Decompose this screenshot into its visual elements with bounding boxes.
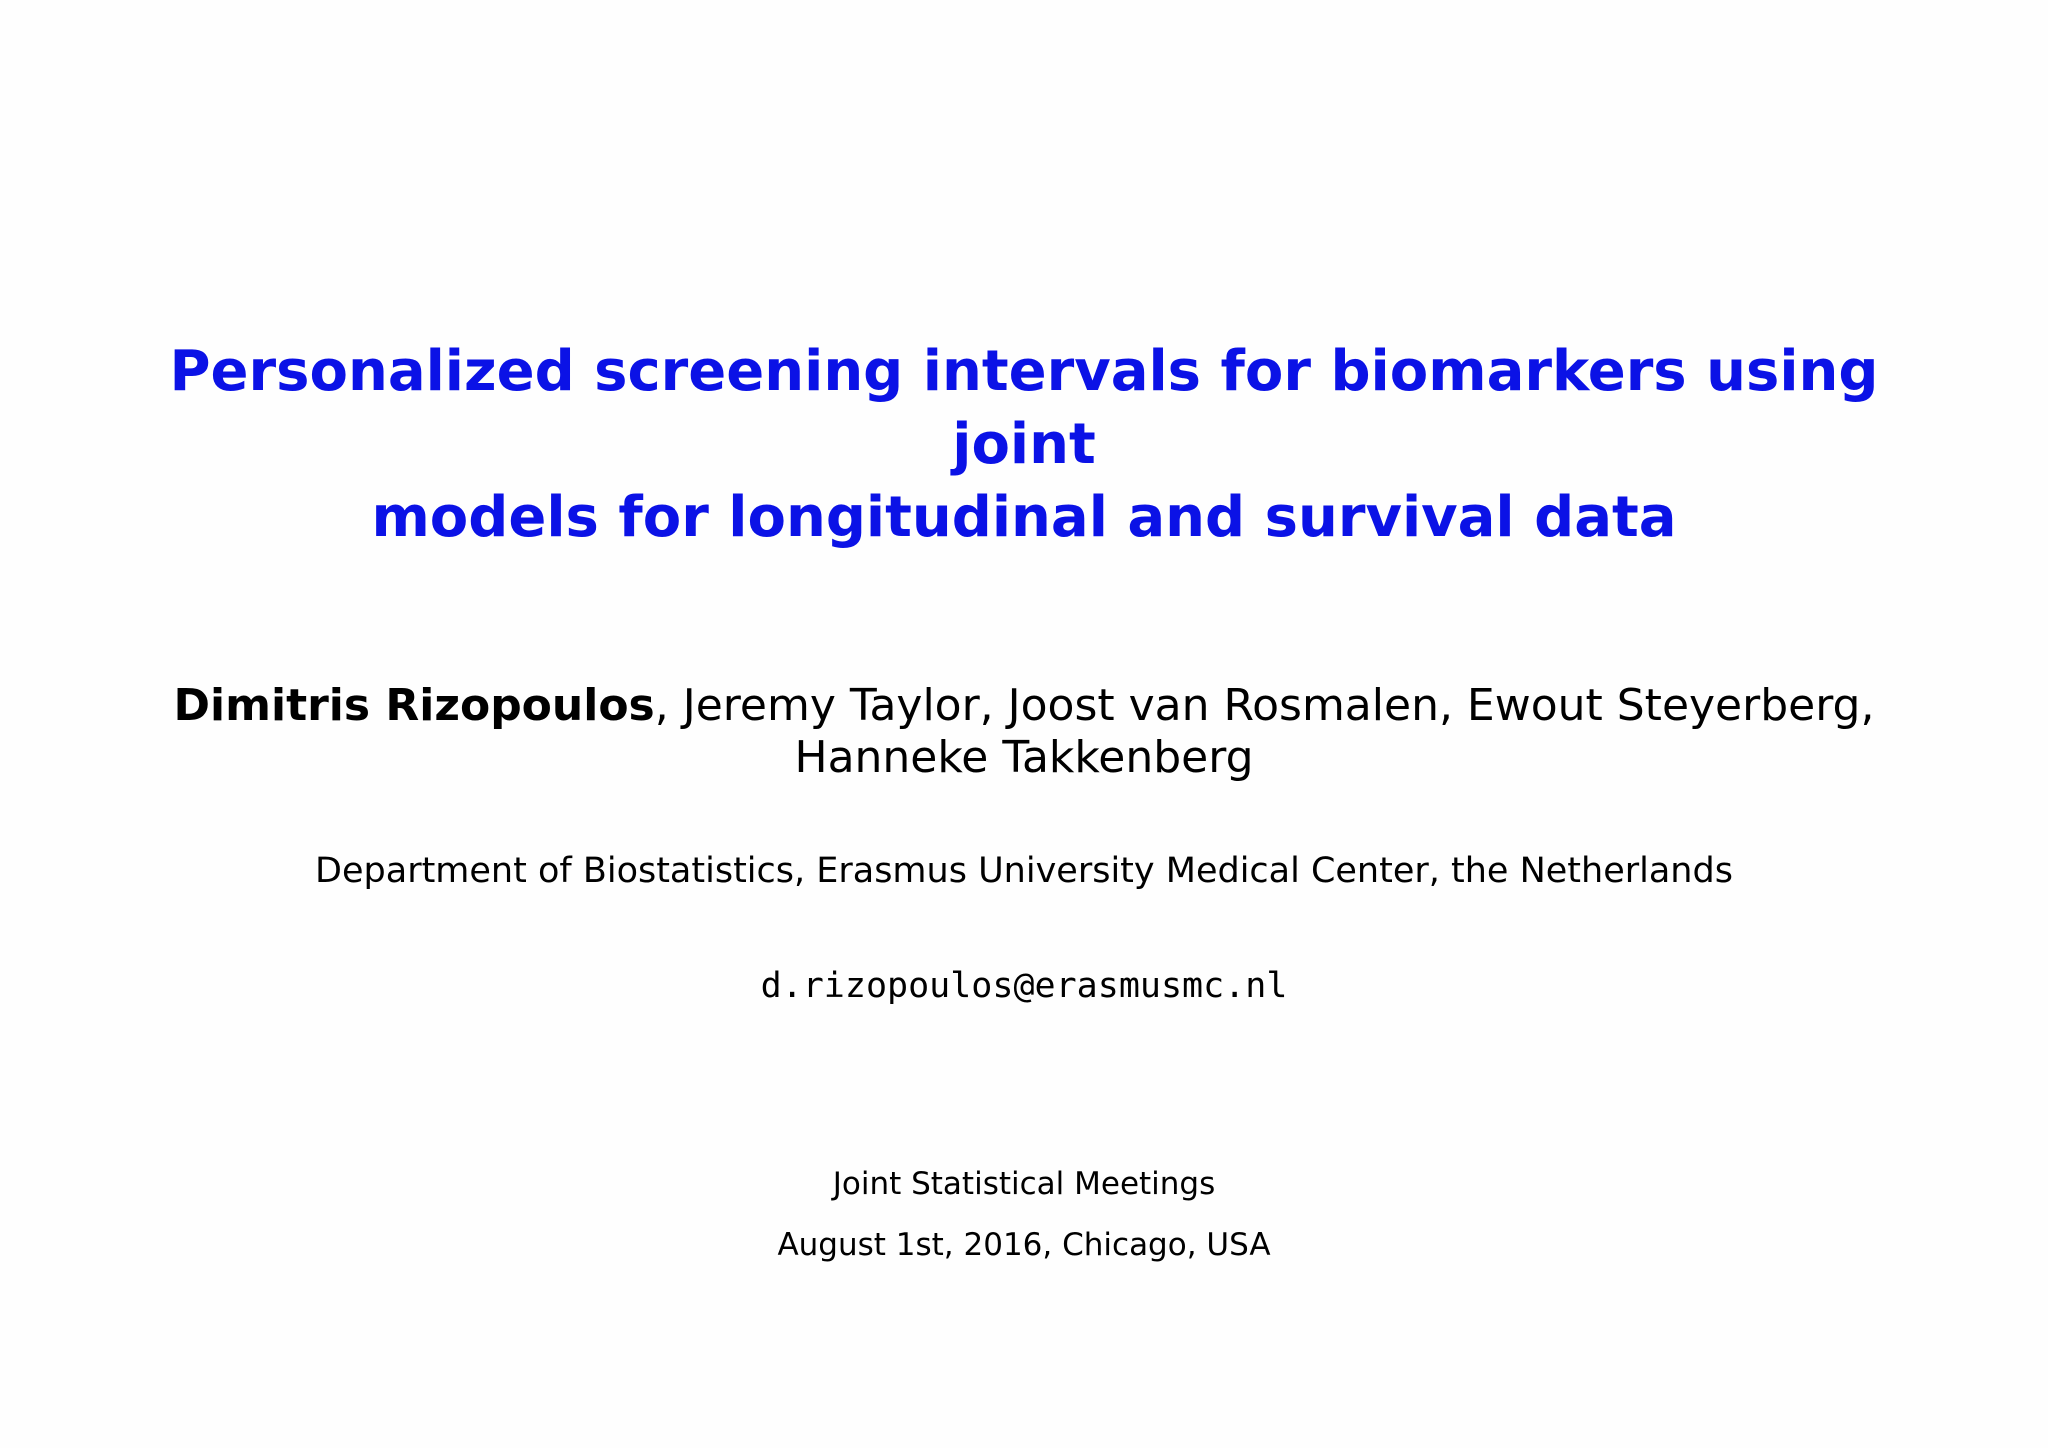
event-date-location: August 1st, 2016, Chicago, USA [777,1227,1271,1263]
affiliation: Department of Biostatistics, Erasmus University Medical Center, the Netherlands [315,851,1733,891]
title-line-2: models for longitudinal and survival data [371,485,1677,550]
author-list [150,680,1898,784]
presentation-title [150,335,1898,554]
author-line-1 [150,680,1898,732]
co-authors-2: Hanneke Takkenberg [794,732,1254,783]
title-line-1: Personalized screening intervals for biomarkers using joint [169,339,1879,477]
co-authors-1: , Jeremy Taylor, Joost van Rosmalen, Ewout Steyerberg, [654,680,1875,731]
event-name: Joint Statistical Meetings [832,1166,1216,1202]
presenting-author: Dimitris Rizopoulos [173,680,655,731]
contact-email: d.rizopoulos@erasmusmc.nl [760,966,1288,1006]
